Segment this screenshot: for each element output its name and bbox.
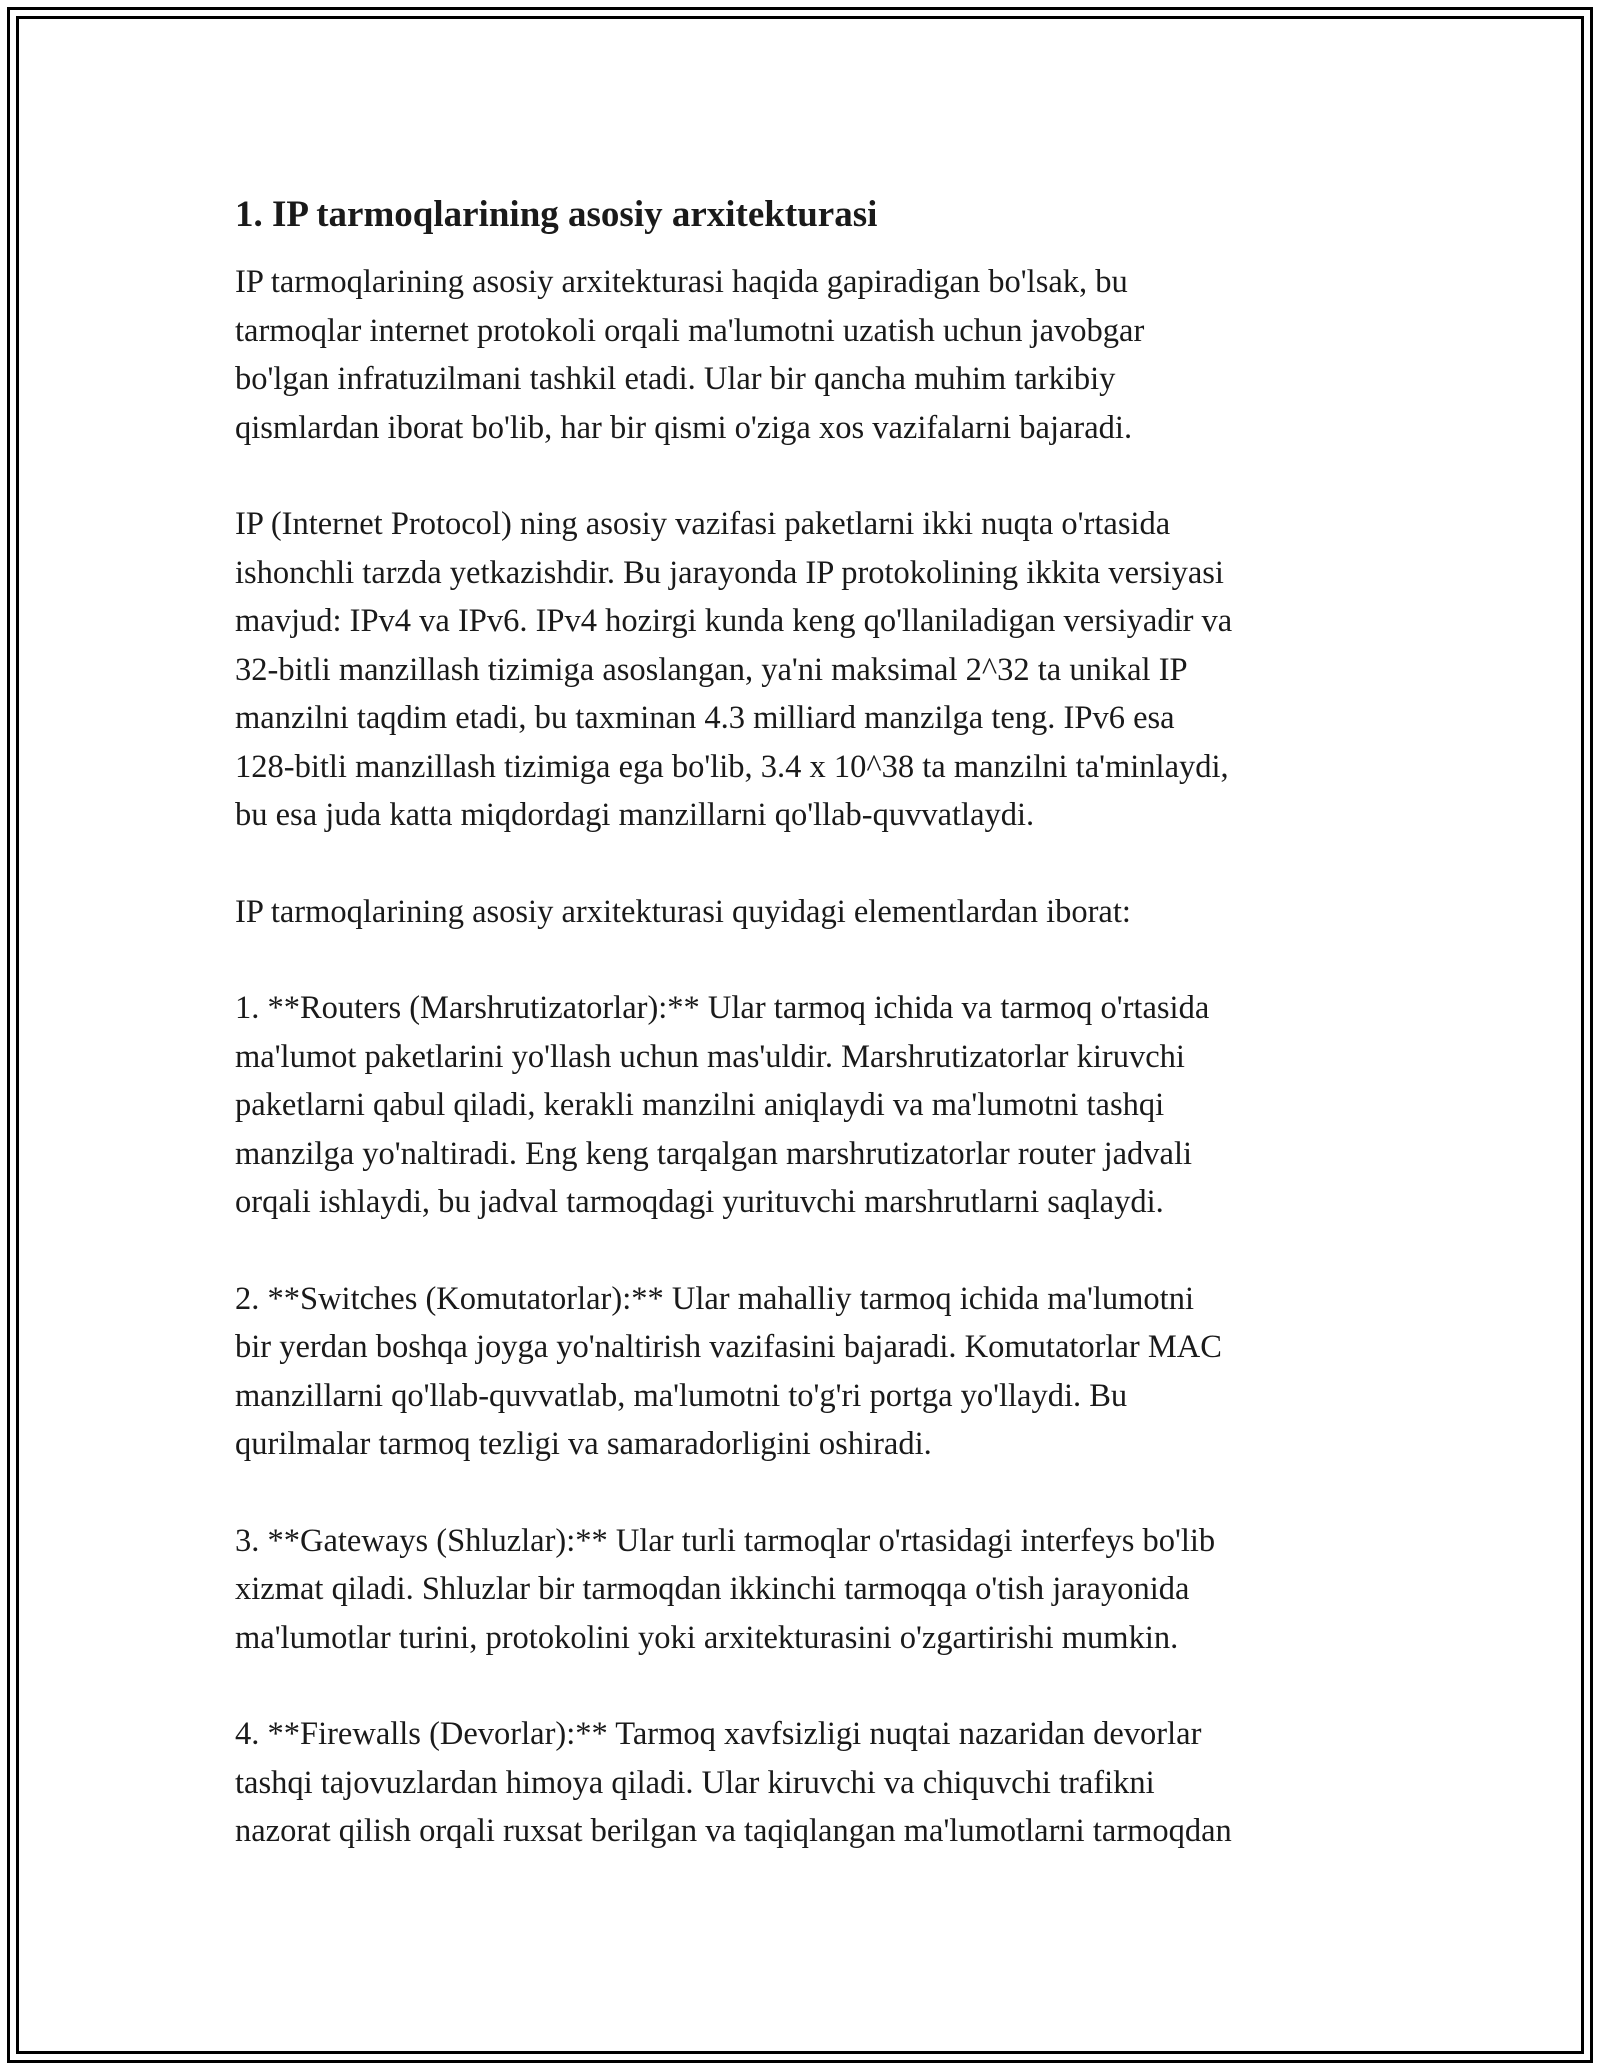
paragraph-elements-intro: IP tarmoqlarining asosiy arxitekturasi quyidagi elementlardan iborat:: [235, 893, 1131, 930]
document-body: [235, 190, 1385, 1904]
paragraph-firewalls: 4. **Firewalls (Devorlar):** Tarmoq xavfsizligi nuqtai nazaridan devorlar tashqi tajovuzlardan himoya qiladi. Ular kiruvchi va chiquvchi trafikni nazorat qilish orqali ruxsat berilgan va taqiqlangan ma'lumotlarni tarmoqdan: [235, 1716, 1232, 1849]
paragraph-gateways: 3. **Gateways (Shluzlar):** Ular turli tarmoqlar o'rtasidagi interfeys bo'lib xizmat qiladi. Shluzlar bir tarmoqdan ikkinchi tarmoqqa o'tish jarayonida ma'lumotlar turini, protokolini yoki arxitekturasini o'zgartirishi mumkin.: [235, 1522, 1216, 1656]
section-heading: 1. IP tarmoqlarining asosiy arxitekturasi: [235, 194, 878, 235]
paragraph-switches: 2. **Switches (Komutatorlar):** Ular mahalliy tarmoq ichida ma'lumotni bir yerdan boshqa joyga yo'naltirish vazifasini bajaradi. Komutatorlar MAC manzillarni qo'llab-quvvatlab, ma'lumotni to'g'ri portga yo'llaydi. Bu qurilmalar tarmoq tezligi va samaradorligini oshiradi.: [235, 1280, 1222, 1462]
paragraph-routers: 1. **Routers (Marshrutizatorlar):** Ular tarmoq ichida va tarmoq o'rtasida ma'lumot paketlarini yo'llash uchun mas'uldir. Marshrutizatorlar kiruvchi paketlarni qabul qiladi, kerakli manzilni aniqlaydi va ma'lumotni tashqi manzilga yo'naltiradi. Eng keng tarqalgan marshrutizatorlar router jadvali orqali ishlaydi, bu jadval tarmoqdagi yurituvchi marshrutlarni saqlaydi.: [235, 990, 1210, 1220]
paragraph-intro: IP tarmoqlarining asosiy arxitekturasi haqida gapiradigan bo'lsak, bu tarmoqlar internet protokoli orqali ma'lumotni uzatish uchun javobgar bo'lgan infratuzilmani tashkil etadi. Ular bir qancha muhim tarkibiy qismlardan iborat bo'lib, har bir qismi o'ziga xos vazifalarni bajaradi.: [235, 264, 1145, 446]
paragraph-ip-protocol: IP (Internet Protocol) ning asosiy vazifasi paketlarni ikki nuqta o'rtasida ishonchli tarzda yetkazishdir. Bu jarayonda IP protokolining ikkita versiyasi mavjud: IPv4 va IPv6. IPv4 hozirgi kunda keng qo'llaniladigan versiyadir va 32-bitli manzillash tizimiga asoslangan, ya'ni maksimal 2^32 ta unikal IP manzilni taqdim etadi, bu taxminan 4.3 milliard manzilga teng. IPv6 esa 128-bitli manzillash tizimiga ega bo'lib, 3.4 x 10^38 ta manzilni ta'minlaydi, bu esa juda katta miqdordagi manzillarni qo'llab-quvvatlaydi.: [235, 506, 1233, 833]
